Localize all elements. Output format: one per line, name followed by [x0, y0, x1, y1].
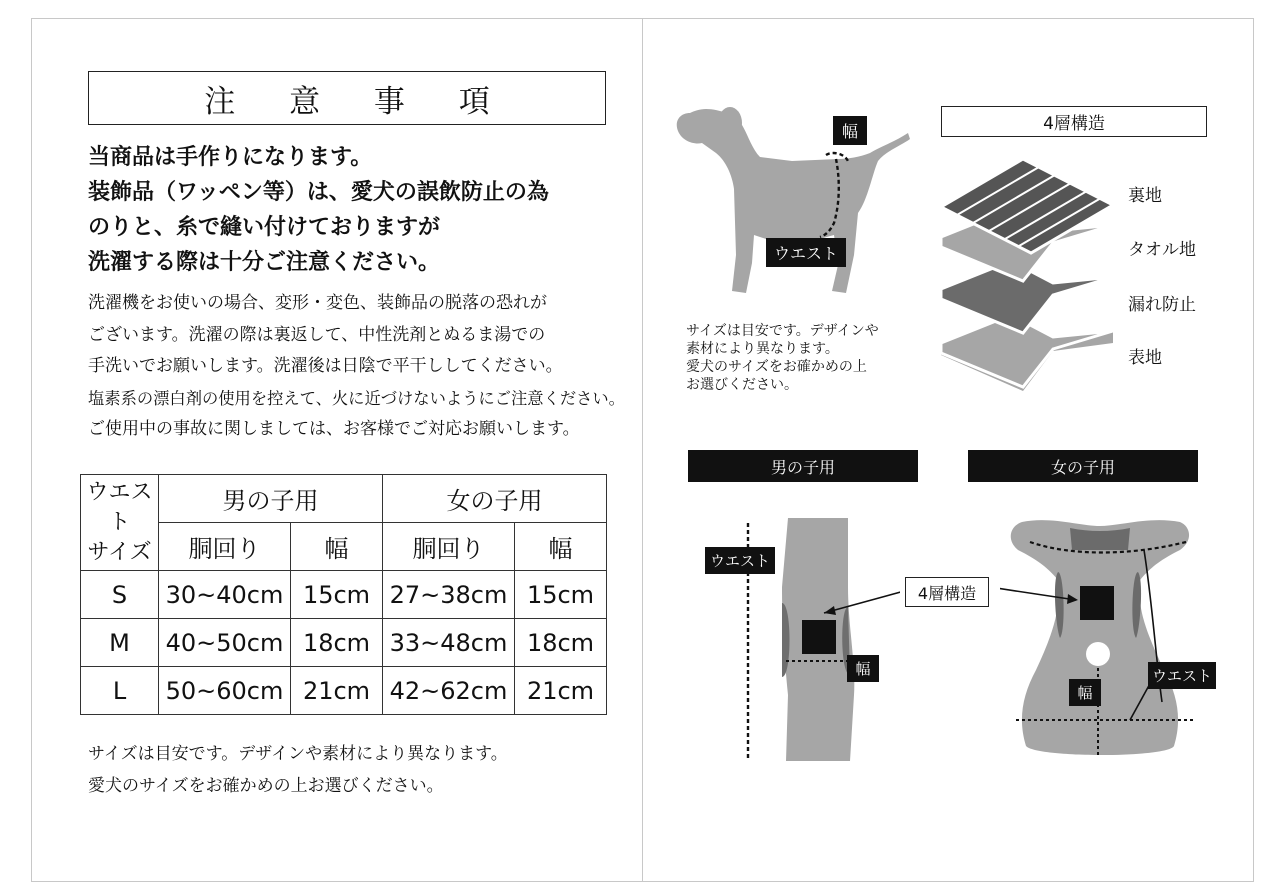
table-cell: 21cm	[515, 667, 607, 715]
table-cell: 15cm	[515, 571, 607, 619]
note-line: サイズは目安です。デザインや	[686, 323, 879, 339]
corner-line: ウエスト	[86, 479, 153, 535]
table-cell: 18cm	[515, 619, 607, 667]
corner-line: サイズ	[87, 539, 152, 565]
dog-measure-lines	[672, 105, 917, 300]
left-page	[31, 18, 643, 882]
layers-title: 4層構造	[941, 106, 1207, 137]
note-line: 素材により異なります。	[686, 341, 839, 357]
dog-size-note	[686, 322, 879, 394]
table-cell: 18cm	[291, 619, 383, 667]
subheader-cell: 胴回り	[383, 523, 515, 571]
male-width-tag: 幅	[847, 655, 879, 682]
body-line: 洗濯機をお使いの場合、変形・変色、装飾品の脱落の恐れが	[88, 293, 547, 313]
lead-line: 装飾品（ワッペン等）は、愛犬の誤飲防止の為	[88, 180, 549, 205]
note-line: サイズは目安です。デザインや素材により異なります。	[88, 744, 508, 764]
table-row	[81, 619, 607, 667]
lead-line: 洗濯する際は十分ご注意ください。	[88, 250, 441, 275]
size-cell: M	[81, 619, 159, 667]
subheader-cell: 胴回り	[159, 523, 291, 571]
structure-callout: 4層構造	[905, 577, 989, 607]
notice-title: 注 意 事 項	[88, 71, 606, 125]
size-table	[80, 474, 607, 715]
table-cell: 15cm	[291, 571, 383, 619]
body-line: 手洗いでお願いします。洗濯後は日陰で平干ししてください。	[88, 356, 563, 376]
subheader-cell: 幅	[291, 523, 383, 571]
size-cell: S	[81, 571, 159, 619]
table-cell: 30~40cm	[159, 571, 291, 619]
size-cell: L	[81, 667, 159, 715]
layer-label-leakproof: 漏れ防止	[1128, 295, 1196, 315]
body-line: ございます。洗濯の際は裏返して、中性洗剤とぬるま湯での	[88, 324, 546, 345]
male-banner: 男の子用	[688, 450, 918, 482]
body-line: 塩素系の漂白剤の使用を控えて、火に近づけないようにご注意ください。	[88, 388, 625, 408]
size-note	[88, 738, 508, 802]
dog-waist-tag: ウエスト	[766, 238, 846, 267]
male-waist-tag: ウエスト	[705, 547, 775, 574]
lead-paragraph	[88, 140, 628, 280]
layer-label-lining: 裏地	[1128, 186, 1162, 206]
female-waist-tag: ウエスト	[1148, 662, 1216, 689]
note-line: 愛犬のサイズをお確かめの上	[686, 359, 867, 375]
care-instructions	[88, 288, 628, 446]
note-line: お選びください。	[686, 377, 798, 393]
table-cell: 33~48cm	[383, 619, 515, 667]
table-subheader-row	[81, 523, 607, 571]
table-header-row	[81, 475, 607, 523]
table-cell: 21cm	[291, 667, 383, 715]
female-header-cell: 女の子用	[383, 475, 607, 523]
female-diaper-diagram	[1000, 510, 1200, 765]
note-line: 愛犬のサイズをお確かめの上お選びください。	[88, 776, 444, 796]
layer-label-towel: タオル地	[1128, 240, 1196, 260]
table-cell: 42~62cm	[383, 667, 515, 715]
table-row	[81, 571, 607, 619]
body-line: ご使用中の事故に関しましては、お客様でご対応お願いします。	[88, 419, 580, 439]
lead-line: 当商品は手作りになります。	[88, 145, 373, 170]
lead-line: のりと、糸で縫い付けておりますが	[88, 215, 441, 240]
male-header-cell: 男の子用	[159, 475, 383, 523]
layer-label-outer: 表地	[1128, 348, 1162, 368]
female-banner: 女の子用	[968, 450, 1198, 482]
table-cell: 27~38cm	[383, 571, 515, 619]
table-corner-cell	[81, 475, 159, 571]
subheader-cell: 幅	[515, 523, 607, 571]
layer-stack-icon	[935, 155, 1120, 395]
female-width-tag: 幅	[1069, 679, 1101, 706]
dog-width-tag: 幅	[833, 116, 867, 145]
table-cell: 40~50cm	[159, 619, 291, 667]
table-cell: 50~60cm	[159, 667, 291, 715]
table-row	[81, 667, 607, 715]
